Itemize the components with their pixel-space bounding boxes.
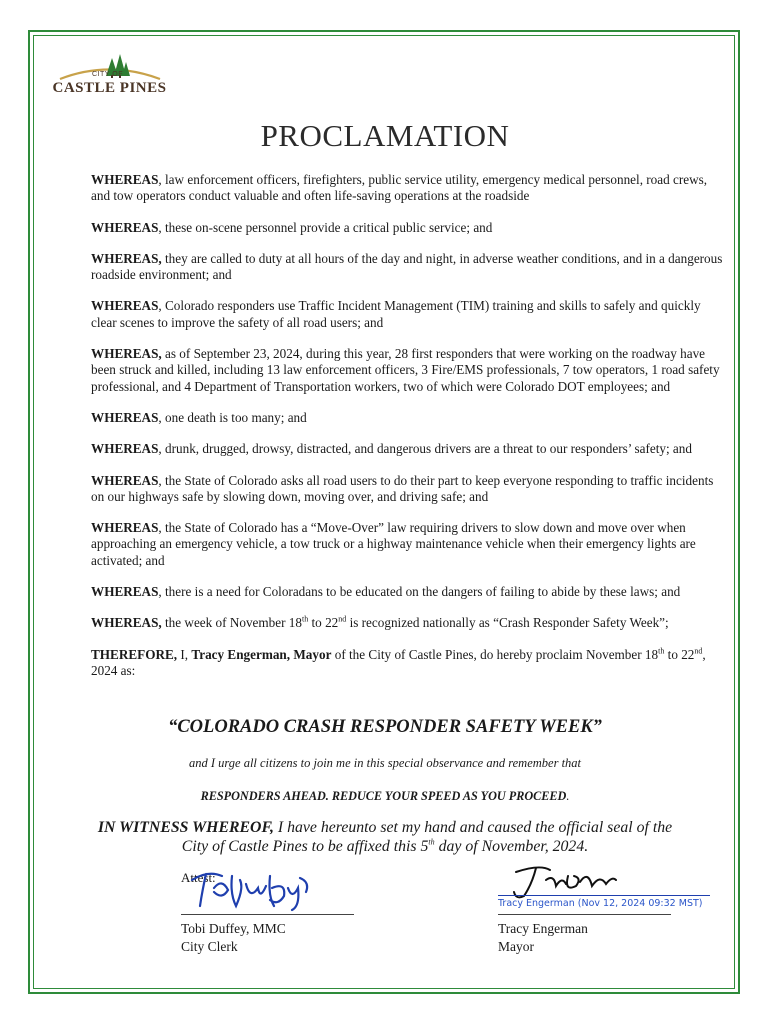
whereas-label: WHEREAS (91, 172, 159, 187)
whereas-label: WHEREAS (91, 472, 159, 488)
whereas-label: WHEREAS, (91, 615, 162, 631)
whereas-text: , there is a need for Coloradans to be educated on the dangers of failing to abide by these laws; and (158, 584, 681, 600)
ordinal-suffix: th (301, 614, 309, 624)
logo-name: CASTLE PINES (52, 80, 167, 96)
therefore-paragraph (91, 647, 726, 680)
signature-line-right (498, 914, 671, 915)
whereas-label: WHEREAS (91, 584, 159, 600)
whereas-paragraph (91, 220, 726, 236)
whereas-text: as of September 23, 2024, during this year, 28 first responders that were working on the roadway have been struck and killed, including 13 law enforcement officers, 3 Fire/EMS professionals, 7 tow operators, 1 road safety professional, and 4 Department of Transportation workers, two of which were Colorado DOT employees; and (91, 346, 720, 394)
week-text: is recognized nationally as “Crash Responder Safety Week”; (346, 615, 669, 631)
whereas-week-paragraph (91, 615, 726, 631)
whereas-paragraph (91, 251, 726, 284)
motto-text (0, 789, 770, 804)
week-text: the week of November 18 (161, 615, 302, 631)
witness-label: IN WITNESS WHEREOF, (97, 819, 274, 836)
signature-tracy-engerman (510, 862, 620, 902)
whereas-label: WHEREAS (91, 441, 159, 457)
therefore-text: I, (177, 646, 192, 662)
esign-line (498, 895, 710, 896)
whereas-paragraph (91, 473, 726, 506)
signer-clerk (181, 920, 286, 956)
whereas-text: , Colorado responders use Traffic Incident Management (TIM) training and skills to safely and quickly clear scenes to improve the safety of all road users; and (91, 298, 701, 330)
whereas-label: WHEREAS, (91, 250, 162, 266)
whereas-text: , the State of Colorado has a “Move-Over” law requiring drivers to slow down and move over when approaching an emergency vehicle, a tow truck or a highway maintenance vehicle when their emergency lights are activated; and (91, 520, 696, 568)
signature-line-left (181, 914, 354, 915)
whereas-label: WHEREAS (91, 298, 159, 314)
signer-role: City Clerk (181, 939, 238, 954)
proclamation-heading: “COLORADO CRASH RESPONDER SAFETY WEEK” (168, 717, 602, 737)
witness-text: day of November, 2024. (434, 838, 589, 855)
whereas-text: , law enforcement officers, firefighters, public service utility, emergency medical personnel, road crews, and tow operators conduct valuable and often life-saving operations at the roadside (91, 172, 708, 204)
ordinal-suffix: th (428, 837, 435, 847)
whereas-paragraph (91, 584, 726, 600)
page-title: PROCLAMATION (260, 118, 510, 153)
week-text: to 22 (308, 615, 339, 631)
whereas-paragraph (91, 410, 726, 426)
witness-text: City of Castle Pines to be affixed this 5 (181, 838, 429, 855)
signer-mayor (498, 920, 588, 956)
proclamation-body (91, 172, 726, 694)
whereas-text: , drunk, drugged, drowsy, distracted, and dangerous drivers are a threat to our responders’ safety; and (158, 441, 692, 457)
mayor-name: Tracy Engerman, Mayor (191, 646, 332, 662)
whereas-text: , one death is too many; and (158, 409, 307, 425)
whereas-text: , these on-scene personnel provide a critical public service; and (158, 219, 493, 235)
whereas-paragraph (91, 441, 726, 457)
signer-name: Tobi Duffey, MMC (181, 921, 286, 936)
esign-timestamp: Tracy Engerman (Nov 12, 2024 09:32 MST) (498, 898, 703, 909)
castle-pines-logo (52, 52, 167, 97)
witness-statement (0, 818, 770, 856)
ordinal-suffix: nd (694, 646, 703, 656)
therefore-text: of the City of Castle Pines, do hereby proclaim November 18 (331, 646, 659, 662)
whereas-text: they are called to duty at all hours of the day and night, in adverse weather conditions, and in a dangerous roadside environment; and (91, 250, 723, 283)
signer-name: Tracy Engerman (498, 921, 588, 936)
therefore-label: THEREFORE, (91, 646, 178, 662)
signer-role: Mayor (498, 939, 534, 954)
ordinal-suffix: th (658, 646, 665, 656)
motto-period: . (566, 789, 570, 803)
whereas-paragraph (91, 520, 726, 569)
whereas-paragraph (91, 172, 726, 205)
whereas-paragraph (91, 346, 726, 395)
whereas-text: , the State of Colorado asks all road users to do their part to keep everyone responding to traffic incidents on our highways safe by slowing down, moving over, and driving safe; and (91, 472, 714, 504)
whereas-label: WHEREAS, (91, 346, 162, 362)
whereas-paragraph (91, 298, 726, 331)
ordinal-suffix: nd (338, 614, 347, 624)
therefore-text: , 2024 as: (91, 646, 706, 678)
signature-tobi-duffey (188, 866, 318, 912)
attest-label: Attest: (181, 870, 216, 885)
urge-text: and I urge all citizens to join me in this special observance and remember that (188, 756, 582, 770)
logo-city-of: CITY OF (92, 71, 123, 78)
whereas-label: WHEREAS (91, 520, 159, 536)
whereas-label: WHEREAS (91, 219, 159, 235)
witness-text: I have hereunto set my hand and caused the official seal of the (273, 819, 673, 836)
therefore-text: to 22 (664, 646, 695, 662)
motto-words: RESPONDERS AHEAD. REDUCE YOUR SPEED AS YOU PROCEED (200, 789, 567, 803)
whereas-label: WHEREAS (91, 409, 159, 425)
